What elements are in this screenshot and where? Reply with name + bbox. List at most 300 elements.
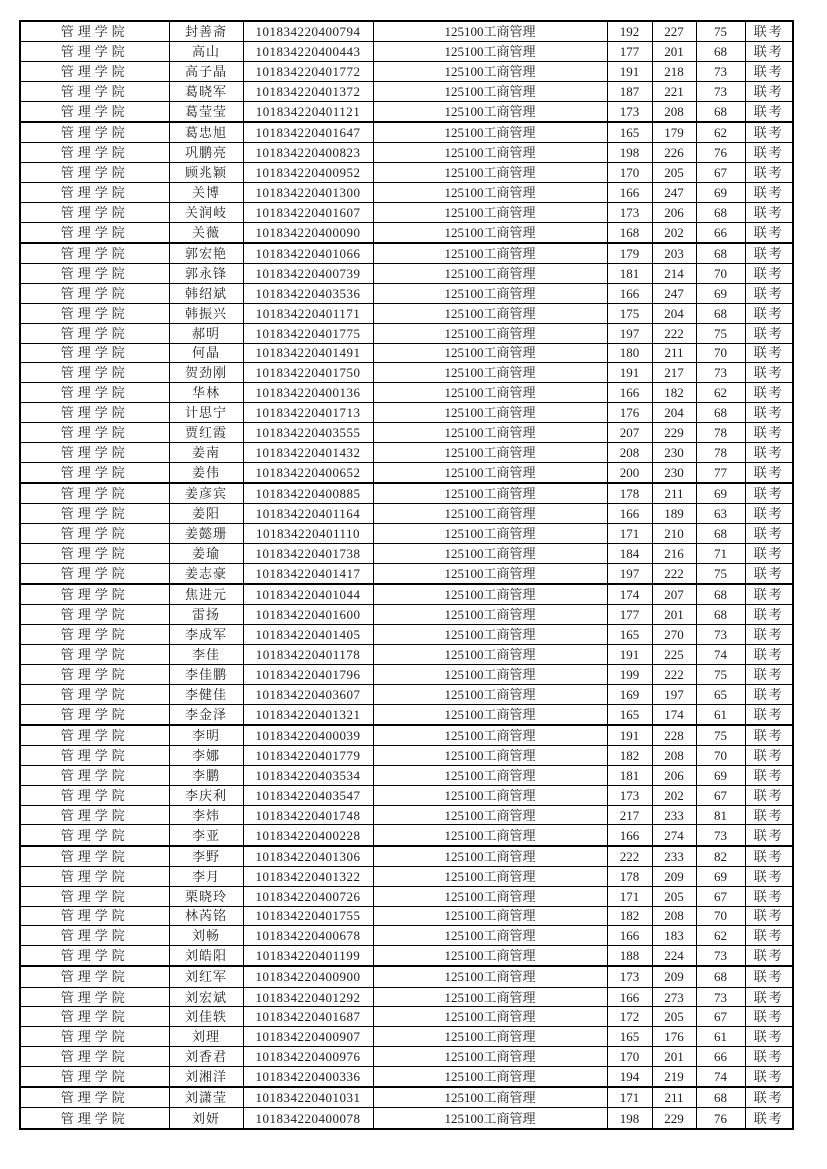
cell-name: 刘湘洋	[169, 1067, 243, 1088]
cell-score-2: 222	[652, 323, 696, 343]
cell-college: 管理学院	[20, 745, 169, 765]
cell-score-1: 170	[607, 162, 652, 182]
cell-score-1: 176	[607, 403, 652, 423]
cell-college: 管理学院	[20, 987, 169, 1007]
cell-candidate-id: 101834220400885	[243, 483, 373, 504]
cell-score-2: 227	[652, 21, 696, 42]
cell-program: 125100工商管理	[373, 483, 607, 504]
cell-score-3: 81	[696, 805, 745, 825]
cell-score-1: 169	[607, 684, 652, 704]
cell-college: 管理学院	[20, 524, 169, 544]
cell-program: 125100工商管理	[373, 644, 607, 664]
cell-score-3: 78	[696, 423, 745, 443]
cell-candidate-id: 101834220400652	[243, 462, 373, 483]
table-row	[20, 403, 793, 423]
cell-score-2: 179	[652, 122, 696, 143]
cell-score-3: 75	[696, 664, 745, 684]
cell-program: 125100工商管理	[373, 684, 607, 704]
cell-score-1: 180	[607, 343, 652, 363]
cell-college: 管理学院	[20, 785, 169, 805]
cell-college: 管理学院	[20, 363, 169, 383]
cell-name: 李庆利	[169, 785, 243, 805]
cell-candidate-id: 101834220401432	[243, 443, 373, 463]
cell-score-1: 168	[607, 222, 652, 243]
cell-score-3: 73	[696, 825, 745, 846]
cell-score-3: 73	[696, 987, 745, 1007]
cell-exam-type: 联考	[745, 1047, 793, 1067]
cell-program: 125100工商管理	[373, 42, 607, 62]
cell-candidate-id: 101834220401713	[243, 403, 373, 423]
cell-score-2: 216	[652, 543, 696, 563]
cell-candidate-id: 101834220401322	[243, 866, 373, 886]
cell-name: 刘妍	[169, 1108, 243, 1129]
cell-score-3: 69	[696, 765, 745, 785]
table-row	[20, 926, 793, 946]
cell-exam-type: 联考	[745, 343, 793, 363]
table-row	[20, 846, 793, 867]
cell-college: 管理学院	[20, 443, 169, 463]
cell-exam-type: 联考	[745, 323, 793, 343]
cell-program: 125100工商管理	[373, 222, 607, 243]
cell-program: 125100工商管理	[373, 584, 607, 605]
cell-score-2: 209	[652, 966, 696, 987]
cell-program: 125100工商管理	[373, 664, 607, 684]
cell-score-3: 69	[696, 182, 745, 202]
cell-score-3: 68	[696, 966, 745, 987]
table-row	[20, 81, 793, 101]
cell-program: 125100工商管理	[373, 1027, 607, 1047]
cell-score-1: 177	[607, 605, 652, 625]
cell-score-3: 68	[696, 403, 745, 423]
cell-score-2: 214	[652, 263, 696, 283]
cell-name: 李明	[169, 725, 243, 746]
cell-college: 管理学院	[20, 906, 169, 926]
cell-score-2: 204	[652, 403, 696, 423]
cell-candidate-id: 101834220401372	[243, 81, 373, 101]
cell-candidate-id: 101834220401110	[243, 524, 373, 544]
cell-program: 125100工商管理	[373, 605, 607, 625]
cell-college: 管理学院	[20, 765, 169, 785]
cell-exam-type: 联考	[745, 625, 793, 645]
cell-score-3: 67	[696, 162, 745, 182]
cell-name: 葛莹莹	[169, 101, 243, 122]
cell-program: 125100工商管理	[373, 926, 607, 946]
cell-score-2: 203	[652, 243, 696, 264]
cell-program: 125100工商管理	[373, 283, 607, 303]
cell-exam-type: 联考	[745, 81, 793, 101]
cell-college: 管理学院	[20, 825, 169, 846]
cell-program: 125100工商管理	[373, 805, 607, 825]
cell-score-1: 166	[607, 987, 652, 1007]
cell-candidate-id: 101834220401066	[243, 243, 373, 264]
cell-score-1: 191	[607, 363, 652, 383]
cell-candidate-id: 101834220400039	[243, 725, 373, 746]
cell-score-3: 77	[696, 462, 745, 483]
table-row	[20, 563, 793, 584]
cell-score-1: 172	[607, 1007, 652, 1027]
cell-name: 韩振兴	[169, 303, 243, 323]
cell-score-2: 208	[652, 906, 696, 926]
cell-score-1: 197	[607, 563, 652, 584]
cell-score-2: 211	[652, 483, 696, 504]
cell-score-2: 205	[652, 1007, 696, 1027]
cell-program: 125100工商管理	[373, 182, 607, 202]
table-row	[20, 42, 793, 62]
table-row	[20, 866, 793, 886]
cell-score-1: 171	[607, 886, 652, 906]
cell-candidate-id: 101834220401306	[243, 846, 373, 867]
cell-name: 刘宏斌	[169, 987, 243, 1007]
cell-score-2: 201	[652, 605, 696, 625]
table-row	[20, 462, 793, 483]
cell-candidate-id: 101834220400952	[243, 162, 373, 182]
cell-exam-type: 联考	[745, 684, 793, 704]
cell-name: 高子晶	[169, 62, 243, 82]
cell-score-2: 222	[652, 664, 696, 684]
cell-score-1: 166	[607, 825, 652, 846]
cell-name: 关润岐	[169, 202, 243, 222]
cell-score-3: 69	[696, 283, 745, 303]
cell-score-2: 206	[652, 202, 696, 222]
cell-score-2: 222	[652, 563, 696, 584]
cell-score-3: 62	[696, 926, 745, 946]
cell-score-3: 66	[696, 1047, 745, 1067]
cell-candidate-id: 101834220403607	[243, 684, 373, 704]
cell-name: 栗晓玲	[169, 886, 243, 906]
cell-score-3: 68	[696, 303, 745, 323]
cell-college: 管理学院	[20, 202, 169, 222]
cell-name: 葛晓军	[169, 81, 243, 101]
cell-exam-type: 联考	[745, 825, 793, 846]
cell-score-1: 173	[607, 966, 652, 987]
cell-score-3: 70	[696, 343, 745, 363]
cell-score-1: 173	[607, 202, 652, 222]
cell-candidate-id: 101834220400900	[243, 966, 373, 987]
cell-score-1: 188	[607, 946, 652, 967]
cell-name: 郭宏艳	[169, 243, 243, 264]
cell-exam-type: 联考	[745, 21, 793, 42]
cell-exam-type: 联考	[745, 122, 793, 143]
cell-score-2: 273	[652, 987, 696, 1007]
cell-score-3: 70	[696, 906, 745, 926]
cell-college: 管理学院	[20, 584, 169, 605]
cell-score-3: 66	[696, 222, 745, 243]
cell-score-3: 82	[696, 846, 745, 867]
cell-score-3: 67	[696, 886, 745, 906]
cell-score-1: 171	[607, 1087, 652, 1108]
cell-name: 华林	[169, 383, 243, 403]
cell-college: 管理学院	[20, 684, 169, 704]
cell-college: 管理学院	[20, 483, 169, 504]
cell-score-3: 73	[696, 946, 745, 967]
cell-exam-type: 联考	[745, 383, 793, 403]
cell-name: 雷扬	[169, 605, 243, 625]
cell-name: 贾红霞	[169, 423, 243, 443]
cell-college: 管理学院	[20, 343, 169, 363]
cell-score-3: 61	[696, 704, 745, 725]
cell-exam-type: 联考	[745, 906, 793, 926]
cell-program: 125100工商管理	[373, 443, 607, 463]
cell-score-2: 207	[652, 584, 696, 605]
cell-exam-type: 联考	[745, 202, 793, 222]
cell-exam-type: 联考	[745, 805, 793, 825]
cell-candidate-id: 101834220401121	[243, 101, 373, 122]
cell-exam-type: 联考	[745, 462, 793, 483]
cell-college: 管理学院	[20, 886, 169, 906]
cell-score-3: 68	[696, 605, 745, 625]
cell-score-1: 200	[607, 462, 652, 483]
cell-score-2: 189	[652, 504, 696, 524]
table-row	[20, 1108, 793, 1129]
cell-exam-type: 联考	[745, 1067, 793, 1088]
cell-score-1: 175	[607, 303, 652, 323]
cell-candidate-id: 101834220401775	[243, 323, 373, 343]
cell-exam-type: 联考	[745, 704, 793, 725]
cell-name: 李佳	[169, 644, 243, 664]
cell-program: 125100工商管理	[373, 423, 607, 443]
cell-program: 125100工商管理	[373, 162, 607, 182]
cell-college: 管理学院	[20, 563, 169, 584]
cell-program: 125100工商管理	[373, 563, 607, 584]
cell-program: 125100工商管理	[373, 524, 607, 544]
cell-score-3: 75	[696, 563, 745, 584]
table-row	[20, 906, 793, 926]
cell-candidate-id: 101834220401755	[243, 906, 373, 926]
cell-college: 管理学院	[20, 243, 169, 264]
cell-score-3: 73	[696, 62, 745, 82]
cell-program: 125100工商管理	[373, 1108, 607, 1129]
cell-college: 管理学院	[20, 263, 169, 283]
cell-exam-type: 联考	[745, 143, 793, 163]
cell-score-1: 170	[607, 1047, 652, 1067]
cell-exam-type: 联考	[745, 303, 793, 323]
cell-score-1: 192	[607, 21, 652, 42]
cell-candidate-id: 101834220400739	[243, 263, 373, 283]
cell-college: 管理学院	[20, 644, 169, 664]
cell-exam-type: 联考	[745, 886, 793, 906]
cell-score-1: 194	[607, 1067, 652, 1088]
cell-college: 管理学院	[20, 1067, 169, 1088]
table-row	[20, 1027, 793, 1047]
cell-score-2: 247	[652, 182, 696, 202]
cell-candidate-id: 101834220401779	[243, 745, 373, 765]
cell-program: 125100工商管理	[373, 625, 607, 645]
cell-name: 焦进元	[169, 584, 243, 605]
cell-name: 顾兆颖	[169, 162, 243, 182]
cell-score-2: 218	[652, 62, 696, 82]
cell-score-3: 68	[696, 584, 745, 605]
cell-exam-type: 联考	[745, 363, 793, 383]
table-row	[20, 263, 793, 283]
cell-name: 刘畅	[169, 926, 243, 946]
cell-name: 李炜	[169, 805, 243, 825]
cell-name: 刘皓阳	[169, 946, 243, 967]
table-row	[20, 62, 793, 82]
table-row	[20, 987, 793, 1007]
cell-program: 125100工商管理	[373, 785, 607, 805]
cell-score-1: 198	[607, 1108, 652, 1129]
cell-candidate-id: 101834220401647	[243, 122, 373, 143]
cell-score-2: 204	[652, 303, 696, 323]
cell-candidate-id: 101834220403534	[243, 765, 373, 785]
cell-score-3: 68	[696, 42, 745, 62]
table-row	[20, 243, 793, 264]
cell-score-1: 165	[607, 704, 652, 725]
table-row	[20, 1087, 793, 1108]
table-row	[20, 664, 793, 684]
cell-candidate-id: 101834220401687	[243, 1007, 373, 1027]
cell-score-1: 222	[607, 846, 652, 867]
cell-score-1: 182	[607, 906, 652, 926]
cell-name: 林芮铭	[169, 906, 243, 926]
cell-name: 姜志豪	[169, 563, 243, 584]
cell-program: 125100工商管理	[373, 1047, 607, 1067]
cell-score-3: 68	[696, 101, 745, 122]
table-row	[20, 605, 793, 625]
cell-score-2: 206	[652, 765, 696, 785]
cell-score-3: 65	[696, 684, 745, 704]
cell-college: 管理学院	[20, 303, 169, 323]
cell-college: 管理学院	[20, 182, 169, 202]
cell-exam-type: 联考	[745, 222, 793, 243]
cell-score-1: 217	[607, 805, 652, 825]
cell-candidate-id: 101834220400726	[243, 886, 373, 906]
cell-score-3: 63	[696, 504, 745, 524]
table-row	[20, 363, 793, 383]
table-row	[20, 644, 793, 664]
cell-score-2: 205	[652, 162, 696, 182]
cell-college: 管理学院	[20, 21, 169, 42]
cell-candidate-id: 101834220401417	[243, 563, 373, 584]
cell-exam-type: 联考	[745, 785, 793, 805]
cell-score-3: 75	[696, 725, 745, 746]
cell-exam-type: 联考	[745, 101, 793, 122]
cell-college: 管理学院	[20, 403, 169, 423]
cell-program: 125100工商管理	[373, 987, 607, 1007]
cell-score-1: 165	[607, 625, 652, 645]
cell-candidate-id: 101834220401300	[243, 182, 373, 202]
cell-exam-type: 联考	[745, 926, 793, 946]
cell-program: 125100工商管理	[373, 243, 607, 264]
cell-exam-type: 联考	[745, 987, 793, 1007]
cell-score-1: 207	[607, 423, 652, 443]
cell-candidate-id: 101834220400976	[243, 1047, 373, 1067]
table-row	[20, 946, 793, 967]
cell-candidate-id: 101834220400336	[243, 1067, 373, 1088]
cell-exam-type: 联考	[745, 243, 793, 264]
cell-name: 葛忠旭	[169, 122, 243, 143]
cell-program: 125100工商管理	[373, 1087, 607, 1108]
cell-program: 125100工商管理	[373, 504, 607, 524]
cell-score-2: 221	[652, 81, 696, 101]
cell-college: 管理学院	[20, 846, 169, 867]
cell-college: 管理学院	[20, 866, 169, 886]
table-row	[20, 543, 793, 563]
cell-program: 125100工商管理	[373, 62, 607, 82]
admission-score-table	[19, 20, 794, 1130]
cell-score-1: 178	[607, 866, 652, 886]
cell-program: 125100工商管理	[373, 825, 607, 846]
cell-exam-type: 联考	[745, 283, 793, 303]
cell-score-2: 217	[652, 363, 696, 383]
cell-program: 125100工商管理	[373, 966, 607, 987]
cell-college: 管理学院	[20, 805, 169, 825]
cell-exam-type: 联考	[745, 403, 793, 423]
cell-program: 125100工商管理	[373, 906, 607, 926]
cell-exam-type: 联考	[745, 966, 793, 987]
cell-name: 何晶	[169, 343, 243, 363]
cell-college: 管理学院	[20, 1007, 169, 1027]
cell-college: 管理学院	[20, 605, 169, 625]
cell-exam-type: 联考	[745, 846, 793, 867]
cell-score-3: 67	[696, 785, 745, 805]
cell-score-1: 174	[607, 584, 652, 605]
cell-score-2: 270	[652, 625, 696, 645]
cell-name: 姜懿珊	[169, 524, 243, 544]
cell-candidate-id: 101834220401796	[243, 664, 373, 684]
cell-candidate-id: 101834220401164	[243, 504, 373, 524]
cell-college: 管理学院	[20, 543, 169, 563]
cell-name: 李佳鹏	[169, 664, 243, 684]
cell-score-3: 73	[696, 363, 745, 383]
cell-candidate-id: 101834220403547	[243, 785, 373, 805]
cell-program: 125100工商管理	[373, 765, 607, 785]
cell-name: 李金泽	[169, 704, 243, 725]
cell-score-1: 198	[607, 143, 652, 163]
table-row	[20, 182, 793, 202]
cell-score-1: 187	[607, 81, 652, 101]
table-row	[20, 443, 793, 463]
cell-name: 李月	[169, 866, 243, 886]
cell-score-2: 229	[652, 1108, 696, 1129]
cell-name: 姜南	[169, 443, 243, 463]
cell-score-3: 74	[696, 644, 745, 664]
cell-score-3: 70	[696, 745, 745, 765]
cell-score-2: 230	[652, 462, 696, 483]
cell-score-1: 165	[607, 122, 652, 143]
cell-score-1: 173	[607, 785, 652, 805]
cell-score-3: 68	[696, 202, 745, 222]
table-row	[20, 504, 793, 524]
cell-score-2: 211	[652, 1087, 696, 1108]
cell-score-1: 184	[607, 543, 652, 563]
cell-candidate-id: 101834220400823	[243, 143, 373, 163]
table-row	[20, 101, 793, 122]
cell-exam-type: 联考	[745, 423, 793, 443]
cell-exam-type: 联考	[745, 1027, 793, 1047]
cell-score-3: 62	[696, 122, 745, 143]
cell-program: 125100工商管理	[373, 122, 607, 143]
cell-candidate-id: 101834220400136	[243, 383, 373, 403]
cell-exam-type: 联考	[745, 504, 793, 524]
cell-program: 125100工商管理	[373, 403, 607, 423]
cell-exam-type: 联考	[745, 443, 793, 463]
cell-college: 管理学院	[20, 101, 169, 122]
cell-college: 管理学院	[20, 283, 169, 303]
cell-score-2: 224	[652, 946, 696, 967]
cell-score-2: 182	[652, 383, 696, 403]
table-row	[20, 343, 793, 363]
cell-name: 姜伟	[169, 462, 243, 483]
cell-name: 姜瑜	[169, 543, 243, 563]
cell-score-2: 197	[652, 684, 696, 704]
cell-program: 125100工商管理	[373, 363, 607, 383]
table-row	[20, 143, 793, 163]
cell-exam-type: 联考	[745, 946, 793, 967]
cell-score-2: 176	[652, 1027, 696, 1047]
cell-score-1: 179	[607, 243, 652, 264]
cell-candidate-id: 101834220401607	[243, 202, 373, 222]
